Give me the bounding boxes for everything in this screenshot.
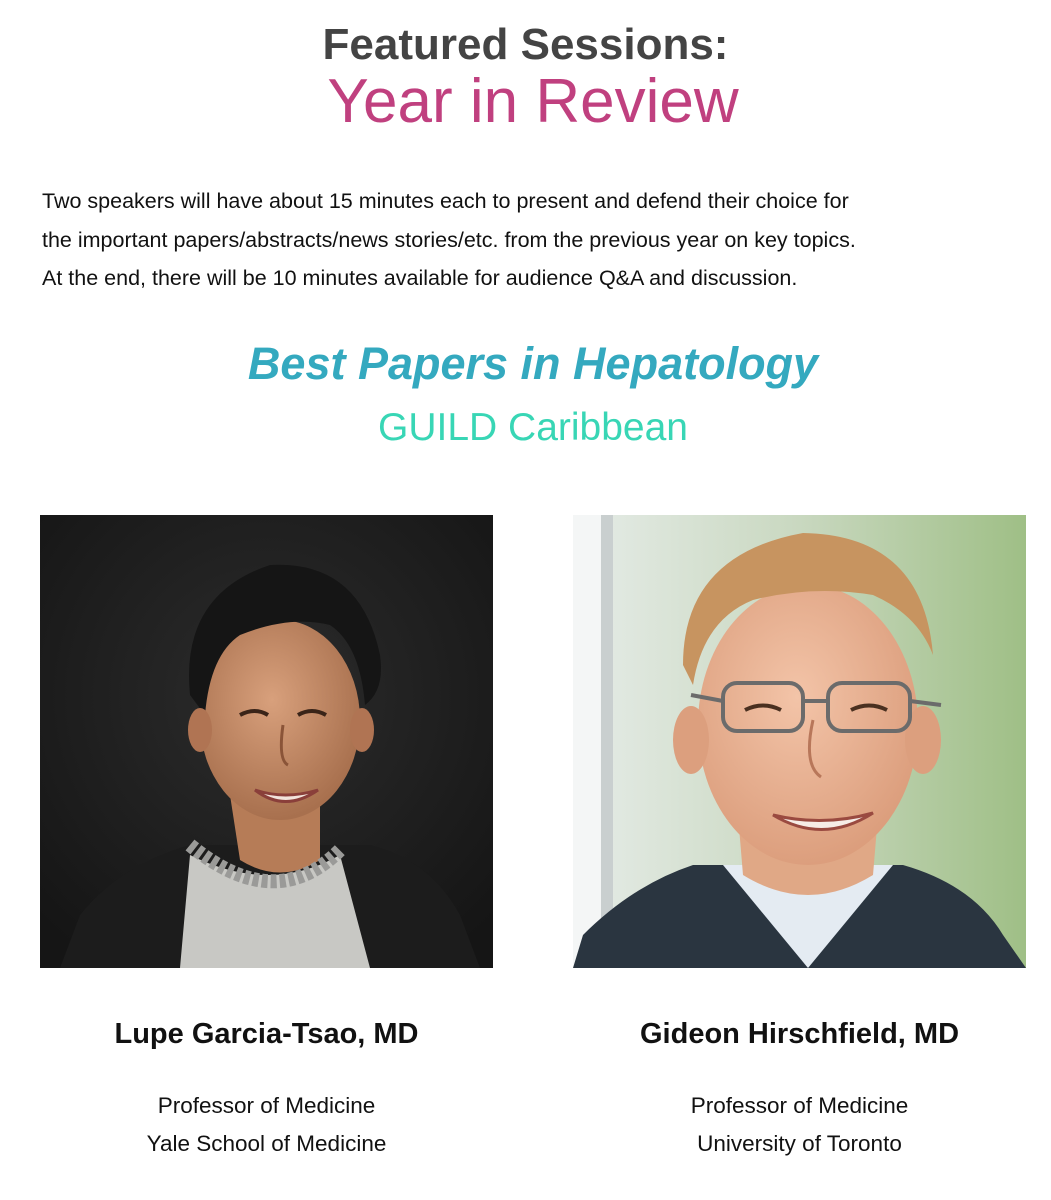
intro-line: the important papers/abstracts/news stories/etc. from the previous year on key topics. [42, 227, 856, 252]
speaker-name: Gideon Hirschfield, MD [639, 1018, 960, 1050]
speaker-affiliation [40, 1087, 493, 1163]
speaker-title: Professor of Medicine [157, 1093, 376, 1118]
page-subtitle: Year in Review [327, 67, 739, 136]
speaker-institution: Yale School of Medicine [146, 1131, 387, 1156]
intro-paragraph [42, 182, 1042, 298]
session-title: Best Papers in Hepatology [247, 338, 819, 389]
speaker-photo-hirschfield [573, 515, 1026, 968]
speaker-institution: University of Toronto [697, 1131, 902, 1156]
intro-line: Two speakers will have about 15 minutes each to present and defend their choice for [42, 189, 849, 213]
session-subtitle: GUILD Caribbean [378, 406, 688, 449]
speaker-name: Lupe Garcia-Tsao, MD [114, 1018, 419, 1050]
intro-line: At the end, there will be 10 minutes available for audience Q&A and discussion. [42, 266, 798, 290]
page-title: Featured Sessions: [322, 20, 729, 69]
speaker-photo-garcia-tsao [40, 515, 493, 968]
speaker-title: Professor of Medicine [690, 1093, 909, 1118]
speaker-affiliation [573, 1087, 1026, 1163]
